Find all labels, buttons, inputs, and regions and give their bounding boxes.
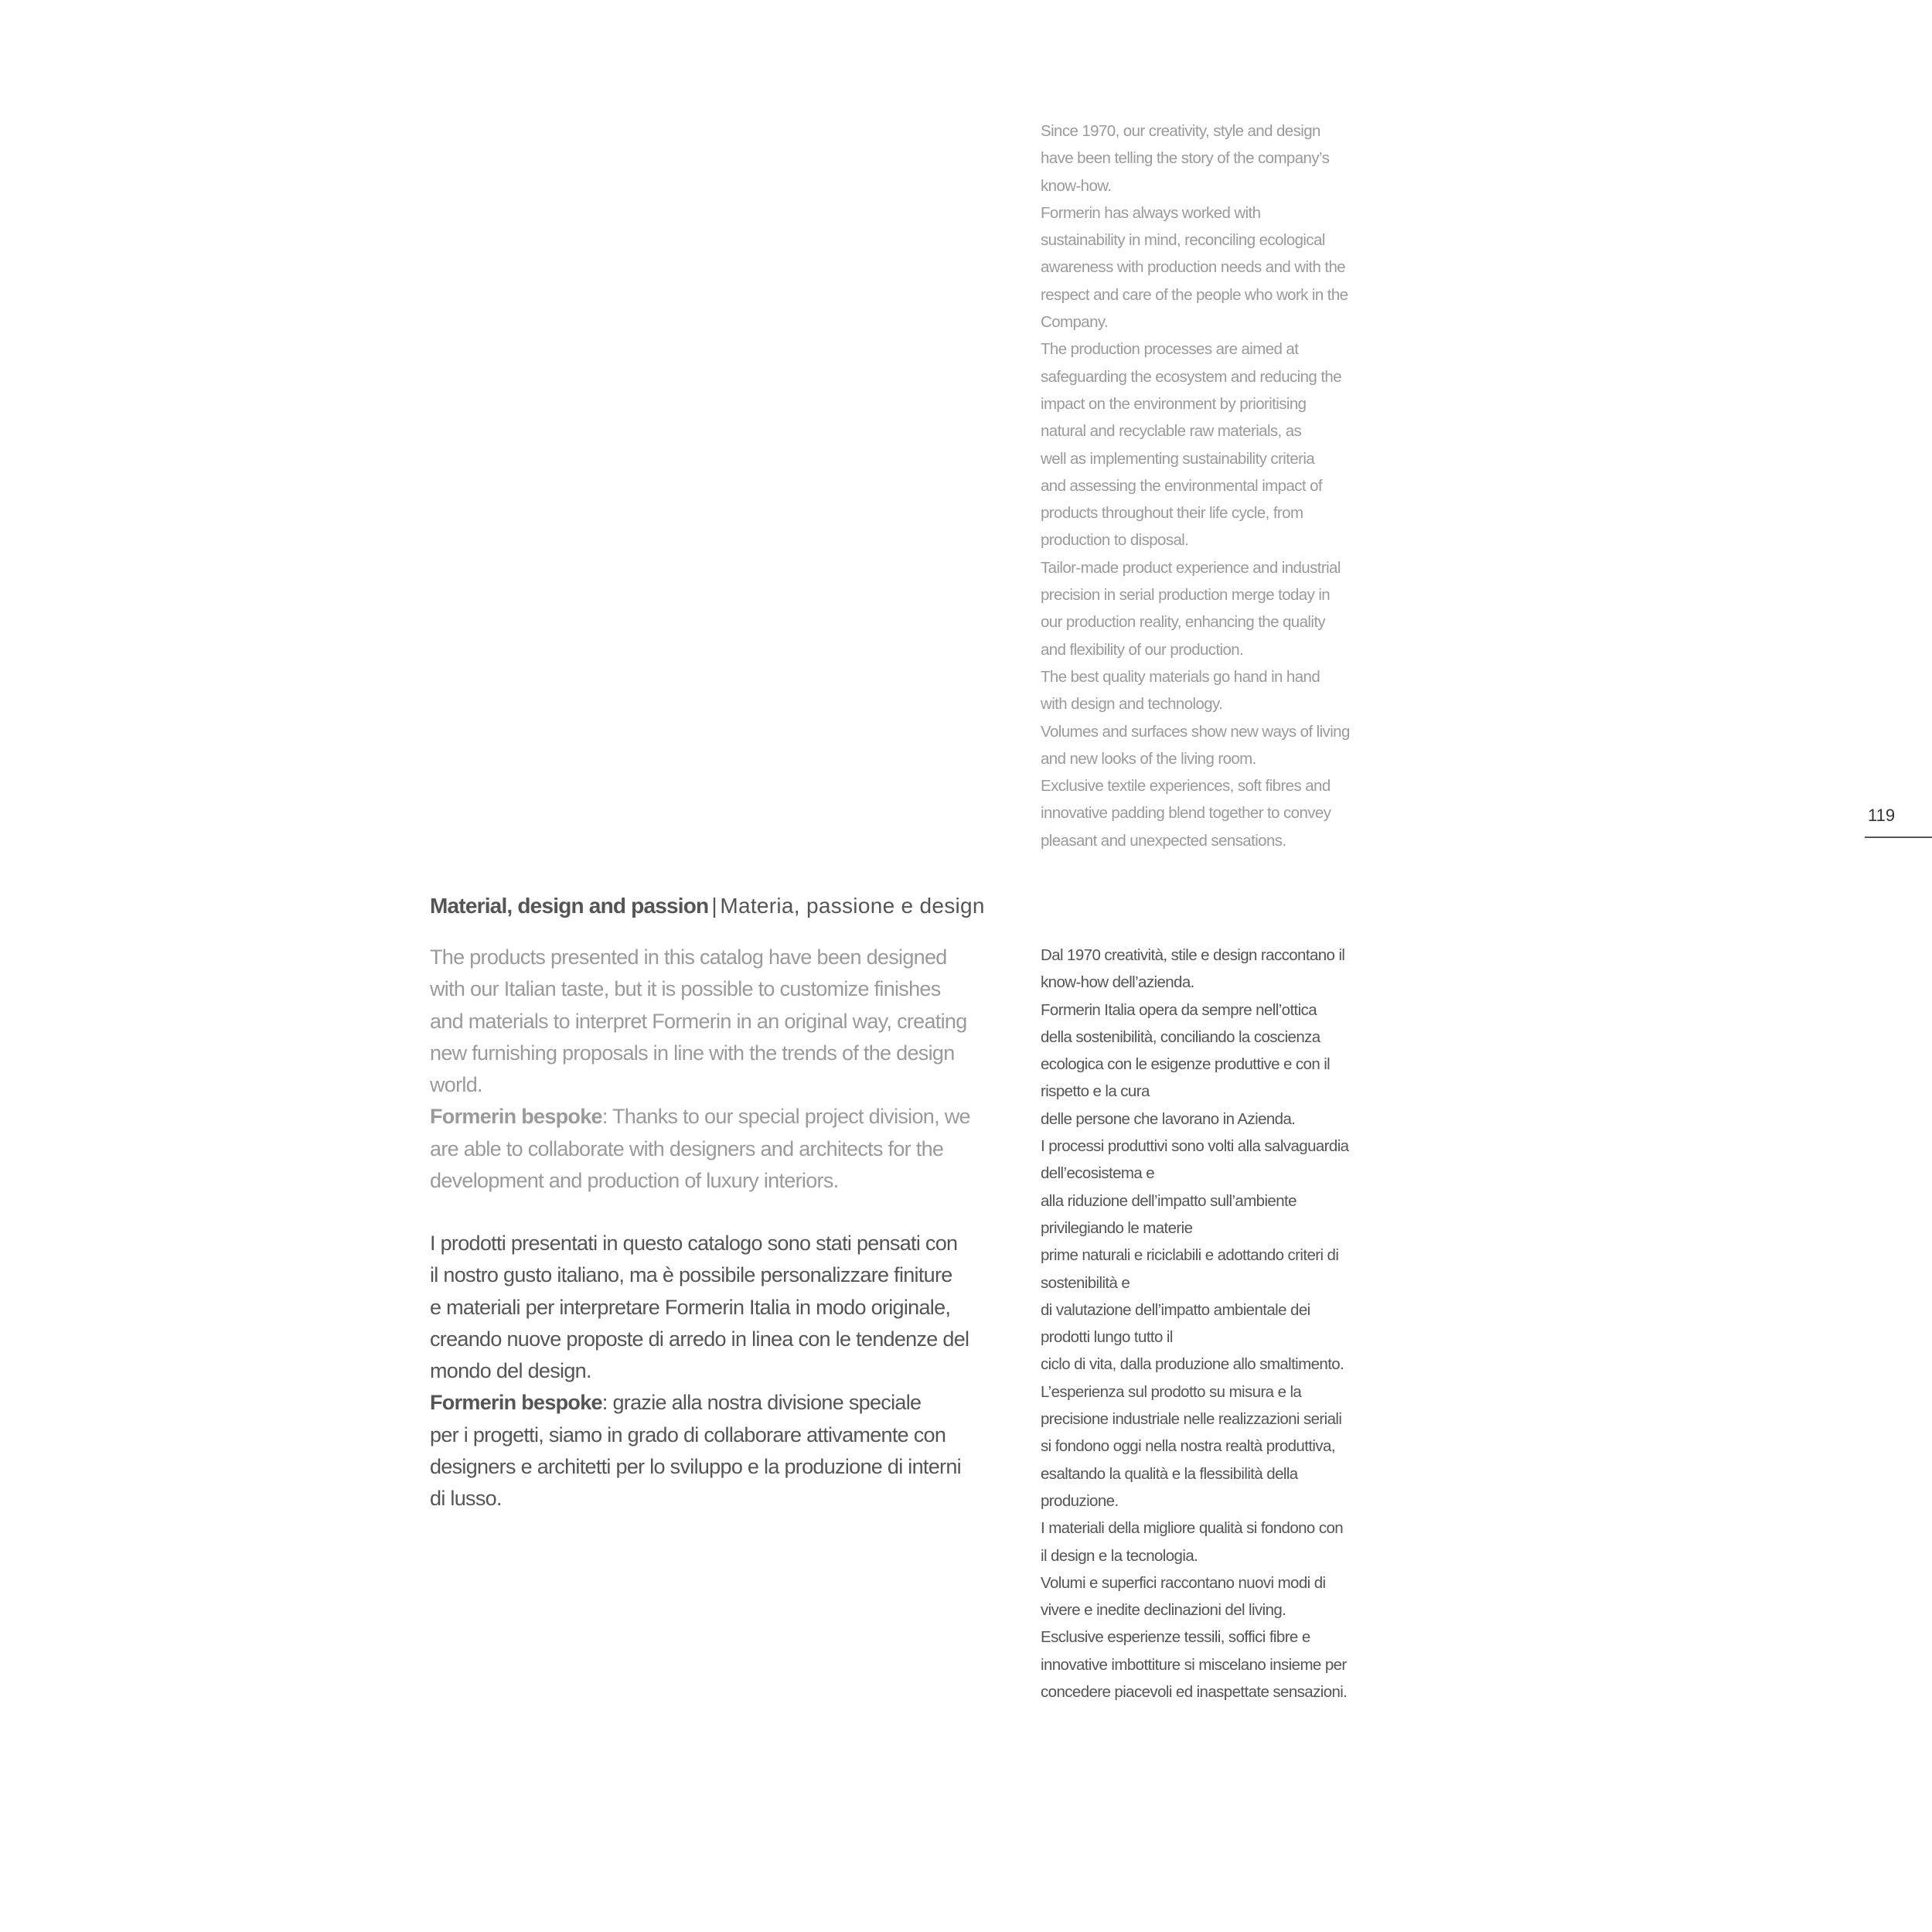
text-line: Since 1970, our creativity, style and design	[1041, 122, 1320, 140]
intro-text-italian	[430, 1228, 986, 1515]
text-line: Formerin has always worked with	[1041, 203, 1261, 222]
text-line: impact on the environment by prioritising	[1041, 394, 1307, 413]
text-line: production to disposal.	[1041, 531, 1189, 550]
text-line: new furnishing proposals in line with the trends of the design	[430, 1041, 955, 1065]
text-line: innovative imbottiture si miscelano insieme per	[1041, 1655, 1347, 1674]
text-line: Volumes and surfaces show new ways of living	[1041, 722, 1350, 741]
text-line: are able to collaborate with designers and architects for the	[430, 1136, 944, 1160]
section-title-english: Material, design and passion	[430, 894, 709, 918]
text-line: world.	[430, 1073, 482, 1097]
bespoke-label: Formerin bespoke	[430, 1391, 602, 1415]
text-line: per i progetti, siamo in grado di collaborare attivamente con	[430, 1423, 946, 1446]
text-line: The production processes are aimed at	[1041, 340, 1299, 359]
text-line: Tailor-made product experience and industrial	[1041, 558, 1341, 577]
bespoke-text: : Thanks to our special project division, we	[601, 1105, 970, 1129]
section-title-italian: Materia, passione e design	[720, 894, 985, 918]
text-line: sustainability in mind, reconciling ecological	[1041, 231, 1325, 250]
text-line: ciclo di vita, dalla produzione allo smaltimento.	[1041, 1355, 1344, 1374]
text-line: know-how.	[1041, 176, 1112, 195]
text-line: safeguarding the ecosystem and reducing the	[1041, 367, 1342, 386]
text-line: designers e architetti per lo sviluppo e la produzione di interni	[430, 1455, 961, 1479]
text-line: Formerin Italia opera da sempre nell’ottica	[1041, 1000, 1317, 1019]
text-line: natural and recyclable raw materials, as	[1041, 422, 1302, 441]
text-line	[430, 1101, 986, 1133]
text-line: si fondono oggi nella nostra realtà produttiva,	[1041, 1437, 1335, 1456]
text-line: ecologica con le esigenze produttive e con il	[1041, 1055, 1331, 1074]
text-line: innovative padding blend together to convey	[1041, 804, 1331, 823]
text-line: prime naturali e riciclabili e adottando criteri di	[1041, 1246, 1339, 1265]
text-line: rispetto e la cura	[1041, 1082, 1150, 1101]
company-text-english	[1041, 118, 1365, 854]
text-line: our production reality, enhancing the quality	[1041, 613, 1326, 632]
text-line: il nostro gusto italiano, ma è possibile personalizzare finiture	[430, 1263, 952, 1287]
text-line: precisione industriale nelle realizzazioni seriali	[1041, 1410, 1342, 1429]
text-line: and assessing the environmental impact of	[1041, 476, 1322, 495]
text-line: and flexibility of our production.	[1041, 640, 1244, 659]
text-line: della sostenibilità, conciliando la coscienza	[1041, 1027, 1320, 1046]
text-line: concedere piacevoli ed inaspettate sensazioni.	[1041, 1683, 1348, 1702]
text-line: The products presented in this catalog have been designed	[430, 946, 947, 969]
text-line: prodotti lungo tutto il	[1041, 1328, 1173, 1347]
text-line: L’esperienza sul prodotto su misura e la	[1041, 1382, 1302, 1401]
text-line: products throughout their life cycle, from	[1041, 504, 1303, 523]
text-line: precision in serial production merge today in	[1041, 586, 1331, 605]
company-text-italian	[1041, 942, 1365, 1705]
text-line: Dal 1970 creatività, stile e design raccontano il	[1041, 946, 1345, 964]
text-line: il design e la tecnologia.	[1041, 1546, 1198, 1565]
text-line: I materiali della migliore qualità si fondono con	[1041, 1519, 1344, 1538]
page-number: 119	[1868, 806, 1896, 825]
text-line: delle persone che lavorano in Azienda.	[1041, 1109, 1296, 1128]
text-line: produzione.	[1041, 1491, 1119, 1510]
text-line: with design and technology.	[1041, 695, 1223, 714]
text-line: well as implementing sustainability criteria	[1041, 449, 1315, 468]
text-line: respect and care of the people who work in the	[1041, 285, 1348, 304]
text-line: sostenibilità e	[1041, 1273, 1130, 1292]
page-number-rule	[1865, 837, 1932, 838]
text-line: The best quality materials go hand in hand	[1041, 667, 1320, 686]
text-line: and materials to interpret Formerin in an original way, creating	[430, 1009, 967, 1033]
section-title-separator: |	[711, 894, 717, 918]
text-line: privilegiando le materie	[1041, 1218, 1193, 1237]
text-line: I processi produttivi sono volti alla salvaguardia	[1041, 1137, 1349, 1156]
text-line: Volumi e superfici raccontano nuovi modi di	[1041, 1573, 1326, 1592]
text-line: Esclusive esperienze tessili, soffici fibre e	[1041, 1628, 1310, 1647]
text-line: I prodotti presentati in questo catalogo sono stati pensati con	[430, 1232, 958, 1255]
text-line: Exclusive textile experiences, soft fibres and	[1041, 777, 1331, 796]
text-line: vivere e inedite declinazioni del living.	[1041, 1601, 1286, 1620]
text-line: alla riduzione dell’impatto sull’ambiente	[1041, 1191, 1297, 1210]
text-line: know-how dell’azienda.	[1041, 973, 1194, 992]
text-line: creando nuove proposte di arredo in linea con le tendenze del	[430, 1327, 969, 1351]
text-line: and new looks of the living room.	[1041, 749, 1256, 768]
text-line: have been telling the story of the company’s	[1041, 149, 1330, 168]
intro-text-english	[430, 942, 986, 1197]
bespoke-label: Formerin bespoke	[430, 1105, 602, 1129]
text-line: esaltando la qualità e la flessibilità della	[1041, 1464, 1298, 1483]
text-line	[430, 1387, 986, 1419]
text-line: di lusso.	[430, 1487, 502, 1511]
text-line: Company.	[1041, 313, 1109, 332]
bespoke-text: : grazie alla nostra divisione speciale	[601, 1391, 922, 1415]
text-line: e materiali per interpretare Formerin Italia in modo originale,	[430, 1295, 951, 1319]
text-line: dell’ecosistema e	[1041, 1164, 1155, 1183]
text-line: pleasant and unexpected sensations.	[1041, 831, 1286, 850]
text-line: di valutazione dell’impatto ambientale dei	[1041, 1300, 1310, 1319]
text-line: with our Italian taste, but it is possible to customize finishes	[430, 977, 941, 1001]
section-title	[430, 894, 985, 918]
text-line: mondo del design.	[430, 1359, 591, 1383]
text-line: awareness with production needs and with the	[1041, 258, 1346, 277]
text-line: development and production of luxury interiors.	[430, 1169, 839, 1193]
